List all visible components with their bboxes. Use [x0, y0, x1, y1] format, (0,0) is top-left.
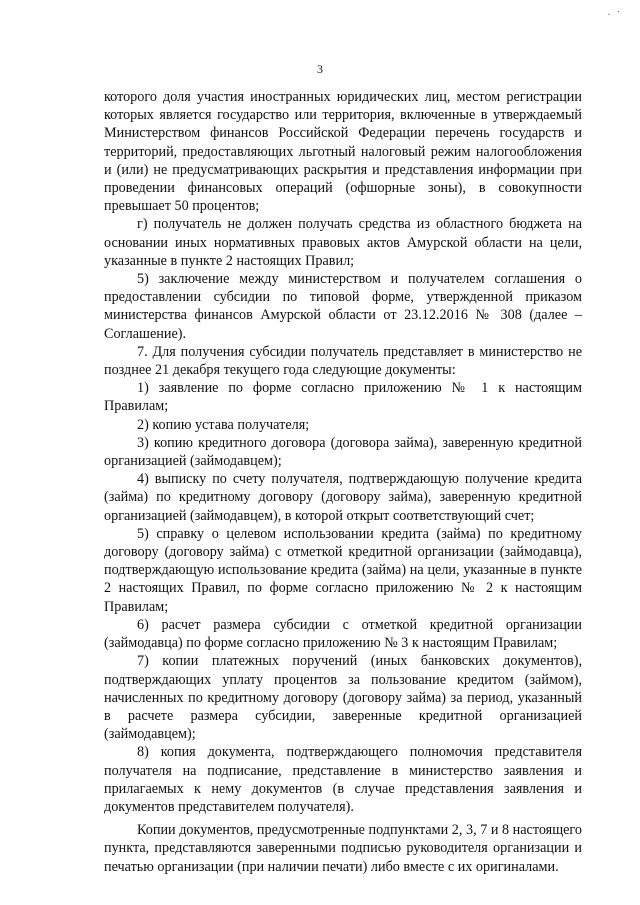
page-number: 3	[317, 62, 323, 76]
paragraph-copies-note: Копии документов, предусмотренные подпунктами 2, 3, 7 и 8 настоящего пункта, представляются заверенными подписью руководителя организации и печатью организации (при наличии печати) либо вместе с их оригиналами.	[104, 822, 582, 875]
paragraph-condition-g: г) получатель не должен получать средства из областного бюджета на основании иных нормативных правовых актов Амурской области на цели, указанные в пункте 2 настоящих Правил;	[104, 216, 582, 269]
list-item-3: 3) копию кредитного договора (договора займа), заверенную кредитной организацией (займодавцем);	[104, 434, 582, 470]
paragraph-condition-5: 5) заключение между министерством и получателем соглашения о предоставлении субсидии по типовой форме, утвержденной приказом министерства финансов Амурской области от 23.12.2016 № 308 (далее – Соглашение).	[104, 271, 582, 342]
list-item-4: 4) выписку по счету получателя, подтверждающую получение кредита (займа) по кредитному договору (договору займа), заверенную кредитной организацией (займодавцем), в которой открыт соответствующий счет;	[104, 471, 582, 524]
list-item-7: 7) копии платежных поручений (иных банковских документов), подтверждающих уплату процентов за пользование кредитом (займом), начисленных по кредитному договору (договору займа) за период, указанный в расчете размера субсидии, заверенные кредитной организацией (займодавцем);	[104, 653, 582, 743]
list-item-8: 8) копия документа, подтверждающего полномочия представителя получателя на подписание, представление в министерство заявления и прилагаемых к нему документов (в случае представления заявления и документов представителем получателя).	[104, 744, 582, 815]
paragraph-offshore-continuation: которого доля участия иностранных юридических лиц, местом регистрации которых является государство или территория, включенные в утверждаемый Министерством финансов Российской Федерации перечень государств и территорий, предоставляющих льготный налоговый режим налогообложения и (или) не предусматривающих раскрытия и представления информации при проведении финансовых операций (офшорные зоны), в совокупности превышает 50 процентов;	[104, 89, 582, 215]
paragraph-section-7: 7. Для получения субсидии получатель представляет в министерство не позднее 21 декабря текущего года следующие документы:	[104, 343, 582, 379]
list-item-6: 6) расчет размера субсидии с отметкой кредитной организации (займодавца) по форме согласно приложению № 3 к настоящим Правилам;	[104, 616, 582, 652]
list-item-5: 5) справку о целевом использовании кредита (займа) по кредитному договору (договору займа) с отметкой кредитной организации (займодавца), подтверждающую использование кредита (займа) на цели, указанные в пункте 2 настоящих Правил, по форме согласно приложению № 2 к настоящим Правилам;	[104, 525, 582, 615]
list-item-2: 2) копию устава получателя;	[137, 416, 310, 433]
scan-specks: ·˙	[607, 10, 626, 21]
document-body	[104, 88, 582, 876]
list-item-1: 1) заявление по форме согласно приложению № 1 к настоящим Правилам;	[104, 380, 582, 415]
